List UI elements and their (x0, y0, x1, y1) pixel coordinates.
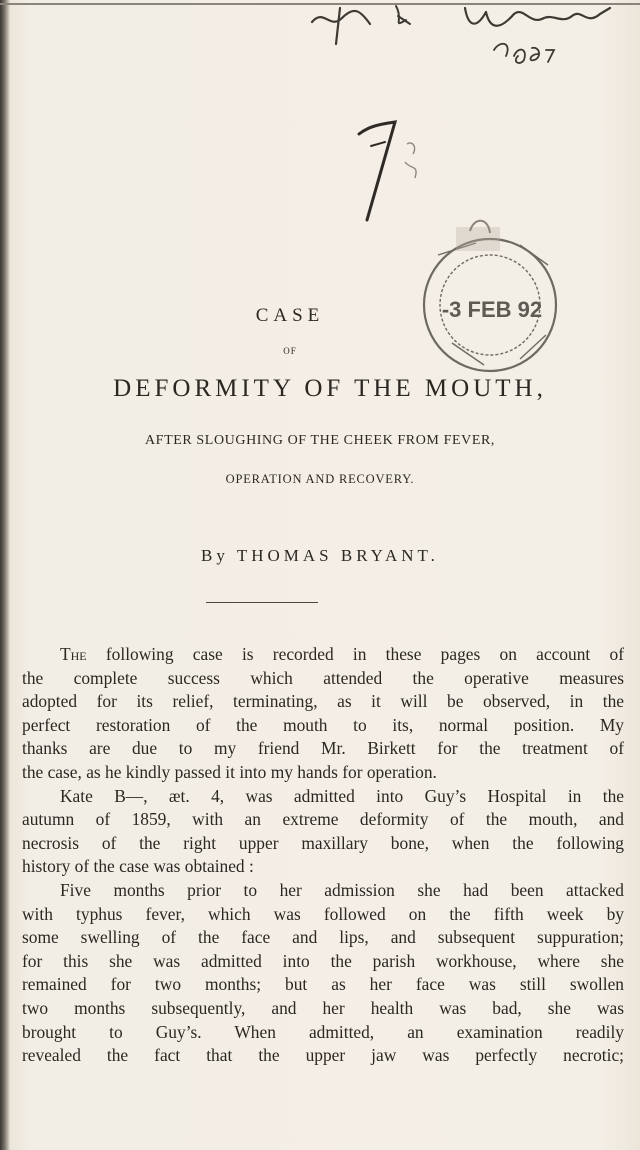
case-label: CASE (255, 305, 325, 326)
of-label: OF (283, 346, 297, 356)
body-line: remained for two months; but as her face was still swollen (22, 974, 624, 995)
subtitle-line-2: OPERATION AND RECOVERY. (225, 472, 415, 486)
body-line: Kate B—, æt. 4, was admitted into Guy’s Hospital in the (60, 785, 624, 806)
main-title: DEFORMITY OF THE MOUTH, (113, 375, 547, 402)
body-line: brought to Guy’s. When admitted, an examination readily (22, 1021, 624, 1042)
body-line: thanks are due to my friend Mr. Birkett for the treatment of (22, 738, 624, 759)
body-line: adopted for its relief, terminating, as it will be observed, in the (22, 691, 624, 712)
body-line: necrosis of the right upper maxillary bone, when the following (22, 832, 624, 853)
body-line: some swelling of the face and lips, and subsequent suppuration; (22, 927, 624, 948)
lead-word: The (60, 644, 87, 664)
handwritten-annotation (300, 0, 640, 90)
body-line: the case, as he kindly passed it into my hands for operation. (22, 761, 437, 782)
stamp-date: -3 FEB 92 (441, 297, 543, 322)
author-byline: By THOMAS BRYANT. (201, 546, 439, 565)
book-spine (0, 0, 10, 1150)
body-line: revealed the fact that the upper jaw was perfectly necrotic; (22, 1045, 624, 1066)
body-line: for this she was admitted into the parish workhouse, where she (22, 950, 624, 971)
body-line: two months subsequently, and her health was bad, she was (22, 997, 624, 1018)
body-line: the complete success which attended the operative measures (22, 667, 624, 688)
body-line: autumn of 1859, with an extreme deformity of the mouth, and (22, 809, 624, 830)
body-line: perfect restoration of the mouth to its, normal position. My (22, 714, 624, 735)
body-line: Five months prior to her admission she had been attacked (60, 879, 624, 900)
subtitle-line-1: AFTER SLOUGHING OF THE CHEEK FROM FEVER, (144, 433, 496, 448)
body-line: history of the case was obtained : (22, 856, 254, 877)
body-text (22, 643, 624, 1068)
section-divider (206, 602, 318, 603)
body-line: The following case is recorded in these pages on account of (60, 644, 624, 664)
body-line: with typhus fever, which was followed on the fifth week by (22, 903, 624, 924)
